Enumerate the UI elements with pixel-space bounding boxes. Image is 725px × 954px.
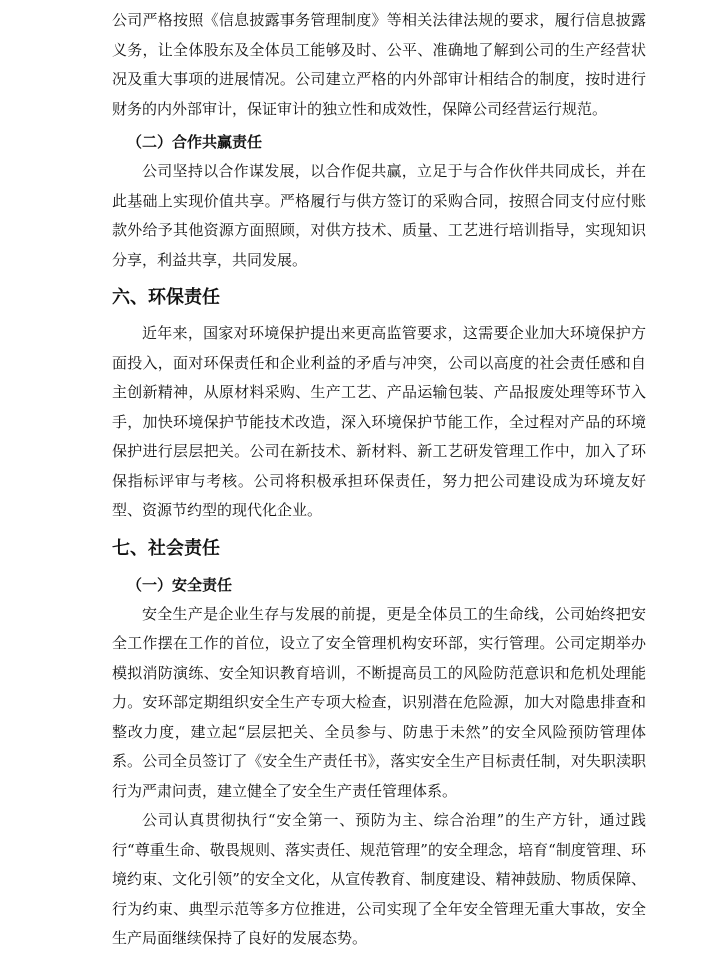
heading-social: 七、社会责任 bbox=[112, 537, 220, 559]
document-page bbox=[112, 6, 646, 954]
paragraph-cooperation: 公司坚持以合作谋发展，以合作促共赢，立足于与合作伙伴共同成长，并在此基础上实现价值共享。严格履行与供方签订的采购合同，按照合同支付应付账款外给予其他资源方面照顾，对供方技术、质量、工艺进行培训指导，实现知识分享，利益共享，共同发展。 bbox=[112, 162, 646, 269]
paragraph-disclosure: 公司严格按照《信息披露事务管理制度》等相关法律法规的要求，履行信息披露义务，让全体股东及全体员工能够及时、公平、准确地了解到公司的生产经营状况及重大事项的进展情况。公司建立严格的内外部审计相结合的制度，按时进行财务的内外部审计，保证审计的独立性和成效性，保障公司经营运行规范。 bbox=[112, 11, 646, 118]
paragraph-safety-2: 公司认真贯彻执行“安全第一、预防为主、综合治理”的生产方针，通过践行“尊重生命、敬畏规则、落实责任、规范管理”的安全理念，培育“制度管理、环境约束、文化引领”的安全文化，从宣传教育、制度建设、精神鼓励、物质保障、行为约束、典型示范等多方位推进，公司实现了全年安全管理无重大事故，安全生产局面继续保持了良好的发展态势。 bbox=[112, 811, 646, 947]
paragraph-environmental: 近年来，国家对环境保护提出来更高监管要求，这需要企业加大环境保护方面投入，面对环保责任和企业利益的矛盾与冲突，公司以高度的社会责任感和自主创新精神，从原材料采购、生产工艺、产品运输包装、产品报废处理等环节入手，加快环境保护节能技术改造，深入环境保护节能工作，全过程对产品的环境保护进行层层把关。公司在新技术、新材料、新工艺研发管理工作中，加入了环保指标评审与考核。公司将积极承担环保责任，努力把公司建设成为环境友好型、资源节约型的现代化企业。 bbox=[112, 324, 646, 519]
paragraph-safety-1: 安全生产是企业生存与发展的前提，更是全体员工的生命线，公司始终把安全工作摆在工作的首位，设立了安全管理机构安环部，实行管理。公司定期举办模拟消防演练、安全知识教育培训，不断提高员工的风险防范意识和危机处理能力。安环部定期组织安全生产专项大检查，识别潜在危险源，加大对隐患排查和整改力度，建立起“层层把关、全员参与、防患于未然”的安全风险预防管理体系。公司全员签订了《安全生产责任书》，落实安全生产目标责任制，对失职渎职行为严肃问责，建立健全了安全生产责任管理体系。 bbox=[112, 604, 646, 800]
subheading-cooperation: （二）合作共赢责任 bbox=[127, 133, 263, 151]
subheading-safety: （一）安全责任 bbox=[127, 575, 233, 594]
heading-environmental: 六、环保责任 bbox=[112, 287, 220, 308]
